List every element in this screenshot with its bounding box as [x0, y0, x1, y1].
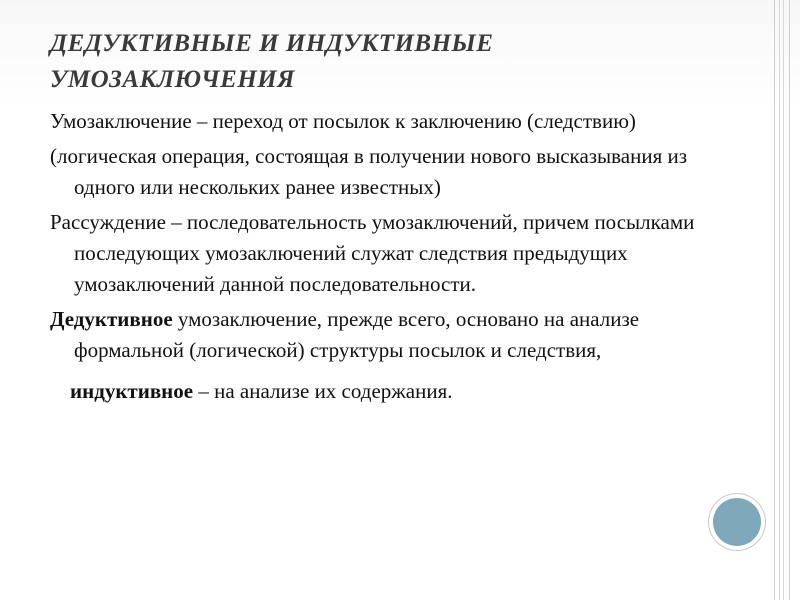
slide-title: ДЕДУКТИВНЫЕ И ИНДУКТИВНЫЕ УМОЗАКЛЮЧЕНИЯ [50, 30, 494, 93]
slide-body [50, 106, 750, 407]
deductive-text: умозаключение, прежде всего, основано на анализе формальной (логической) структуры посылок и следствия, [74, 307, 640, 362]
inductive-text: – на анализе их содержания. [193, 379, 453, 403]
paragraph-inference-definition: Умозаключение – переход от посылок к заключению (следствию) [50, 109, 636, 133]
paragraph-inductive [70, 376, 750, 407]
paragraph-deductive [50, 304, 750, 366]
circle-decoration-icon [713, 498, 761, 546]
paragraph-logical-operation: (логическая операция, состоящая в получении нового высказывания из одного или нескольких ранее известных) [50, 144, 688, 199]
deductive-term: Дедуктивное [50, 307, 173, 331]
paragraph-reasoning-definition: Рассуждение – последовательность умозаключений, причем посылками последующих умозаключений служат следствия предыдущих умозаключений данной последовательности. [50, 210, 695, 296]
inductive-term: индуктивное [70, 379, 194, 403]
slide-frame-border [774, 0, 790, 600]
